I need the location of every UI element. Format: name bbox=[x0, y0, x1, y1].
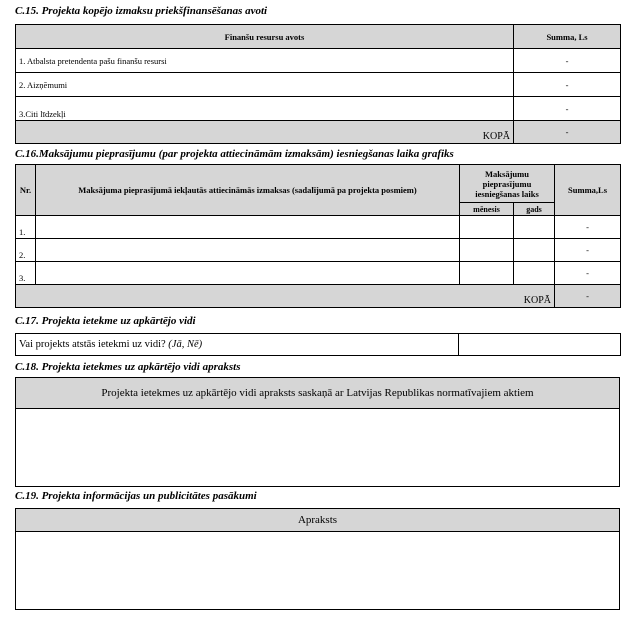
c16-row-nr: 3. bbox=[16, 262, 36, 285]
c15-col-sum: Summa, Ls bbox=[514, 25, 621, 49]
c16-row-nr: 1. bbox=[16, 216, 36, 239]
table-row bbox=[16, 73, 621, 97]
c16-col-costs: Maksājuma pieprasījumā iekļautās attiecināmās izmaksas (sadalījumā pa projekta posmiem) bbox=[36, 165, 460, 216]
c16-col-month: mēnesis bbox=[460, 203, 514, 216]
c16-col-time: Maksājumu pieprasījumu iesniegšanas laiks bbox=[460, 165, 555, 203]
section-c19-heading: C.19. Projekta informācijas un publicitātes pasākumi bbox=[15, 490, 257, 502]
c17-answer-field[interactable] bbox=[459, 334, 621, 356]
table-row bbox=[16, 239, 621, 262]
table-row bbox=[16, 216, 621, 239]
c16-row-value[interactable]: - bbox=[555, 216, 621, 239]
c15-row-label: 3.Citi līdzekļi bbox=[16, 97, 514, 121]
c16-row-costs[interactable] bbox=[36, 216, 460, 239]
c18-description-table bbox=[15, 377, 620, 487]
c16-row-value[interactable]: - bbox=[555, 239, 621, 262]
c15-col-source: Finanšu resursu avots bbox=[16, 25, 514, 49]
section-c16-heading: C.16.Maksājumu pieprasījumu (par projekta attiecināmām izmaksām) iesniegšanas laika grafiks bbox=[15, 148, 454, 160]
c18-description-field[interactable] bbox=[16, 409, 620, 487]
c17-hint: (Jā, Nē) bbox=[168, 339, 203, 350]
c16-row-month[interactable] bbox=[460, 239, 514, 262]
c19-box-header: Apraksts bbox=[16, 509, 620, 532]
c16-schedule-table bbox=[15, 164, 621, 308]
c15-financing-table bbox=[15, 24, 621, 144]
c16-col-nr: Nr. bbox=[16, 165, 36, 216]
c16-total-label: KOPĀ bbox=[16, 285, 555, 308]
c19-publicity-table bbox=[15, 508, 620, 610]
section-c18-heading: C.18. Projekta ietekmes uz apkārtējo vidi apraksts bbox=[15, 361, 241, 373]
c16-total-value: - bbox=[555, 285, 621, 308]
c16-row-costs[interactable] bbox=[36, 262, 460, 285]
section-c17-heading: C.17. Projekta ietekme uz apkārtējo vidi bbox=[15, 315, 196, 327]
table-row bbox=[16, 97, 621, 121]
c16-row-year[interactable] bbox=[514, 239, 555, 262]
c15-total-value: - bbox=[514, 121, 621, 144]
c15-row-value[interactable]: - bbox=[514, 49, 621, 73]
c16-col-year: gads bbox=[514, 203, 555, 216]
c15-row-value[interactable]: - bbox=[514, 73, 621, 97]
c17-question-cell bbox=[16, 334, 459, 356]
c15-total-label: KOPĀ bbox=[16, 121, 514, 144]
c16-row-costs[interactable] bbox=[36, 239, 460, 262]
c18-box-header: Projekta ietekmes uz apkārtējo vidi apraksts saskaņā ar Latvijas Republikas normatīvajiem aktiem bbox=[16, 378, 620, 409]
section-c15-heading: C.15. Projekta kopējo izmaksu priekšfinansēšanas avoti bbox=[15, 5, 268, 17]
c15-row-label: 1. Atbalsta pretendenta pašu finanšu resursi bbox=[16, 49, 514, 73]
c19-description-field[interactable] bbox=[16, 532, 620, 610]
c17-impact-table bbox=[15, 333, 621, 356]
c16-row-value[interactable]: - bbox=[555, 262, 621, 285]
c17-question: Vai projekts atstās ietekmi uz vidi? bbox=[19, 339, 166, 350]
table-row bbox=[16, 49, 621, 73]
table-row bbox=[16, 262, 621, 285]
c16-row-month[interactable] bbox=[460, 216, 514, 239]
c16-row-year[interactable] bbox=[514, 262, 555, 285]
c16-row-month[interactable] bbox=[460, 262, 514, 285]
c16-col-sum: Summa,Ls bbox=[555, 165, 621, 216]
c15-row-value[interactable]: - bbox=[514, 97, 621, 121]
c16-row-nr: 2. bbox=[16, 239, 36, 262]
c15-row-label: 2. Aizņēmumi bbox=[16, 73, 514, 97]
c16-row-year[interactable] bbox=[514, 216, 555, 239]
